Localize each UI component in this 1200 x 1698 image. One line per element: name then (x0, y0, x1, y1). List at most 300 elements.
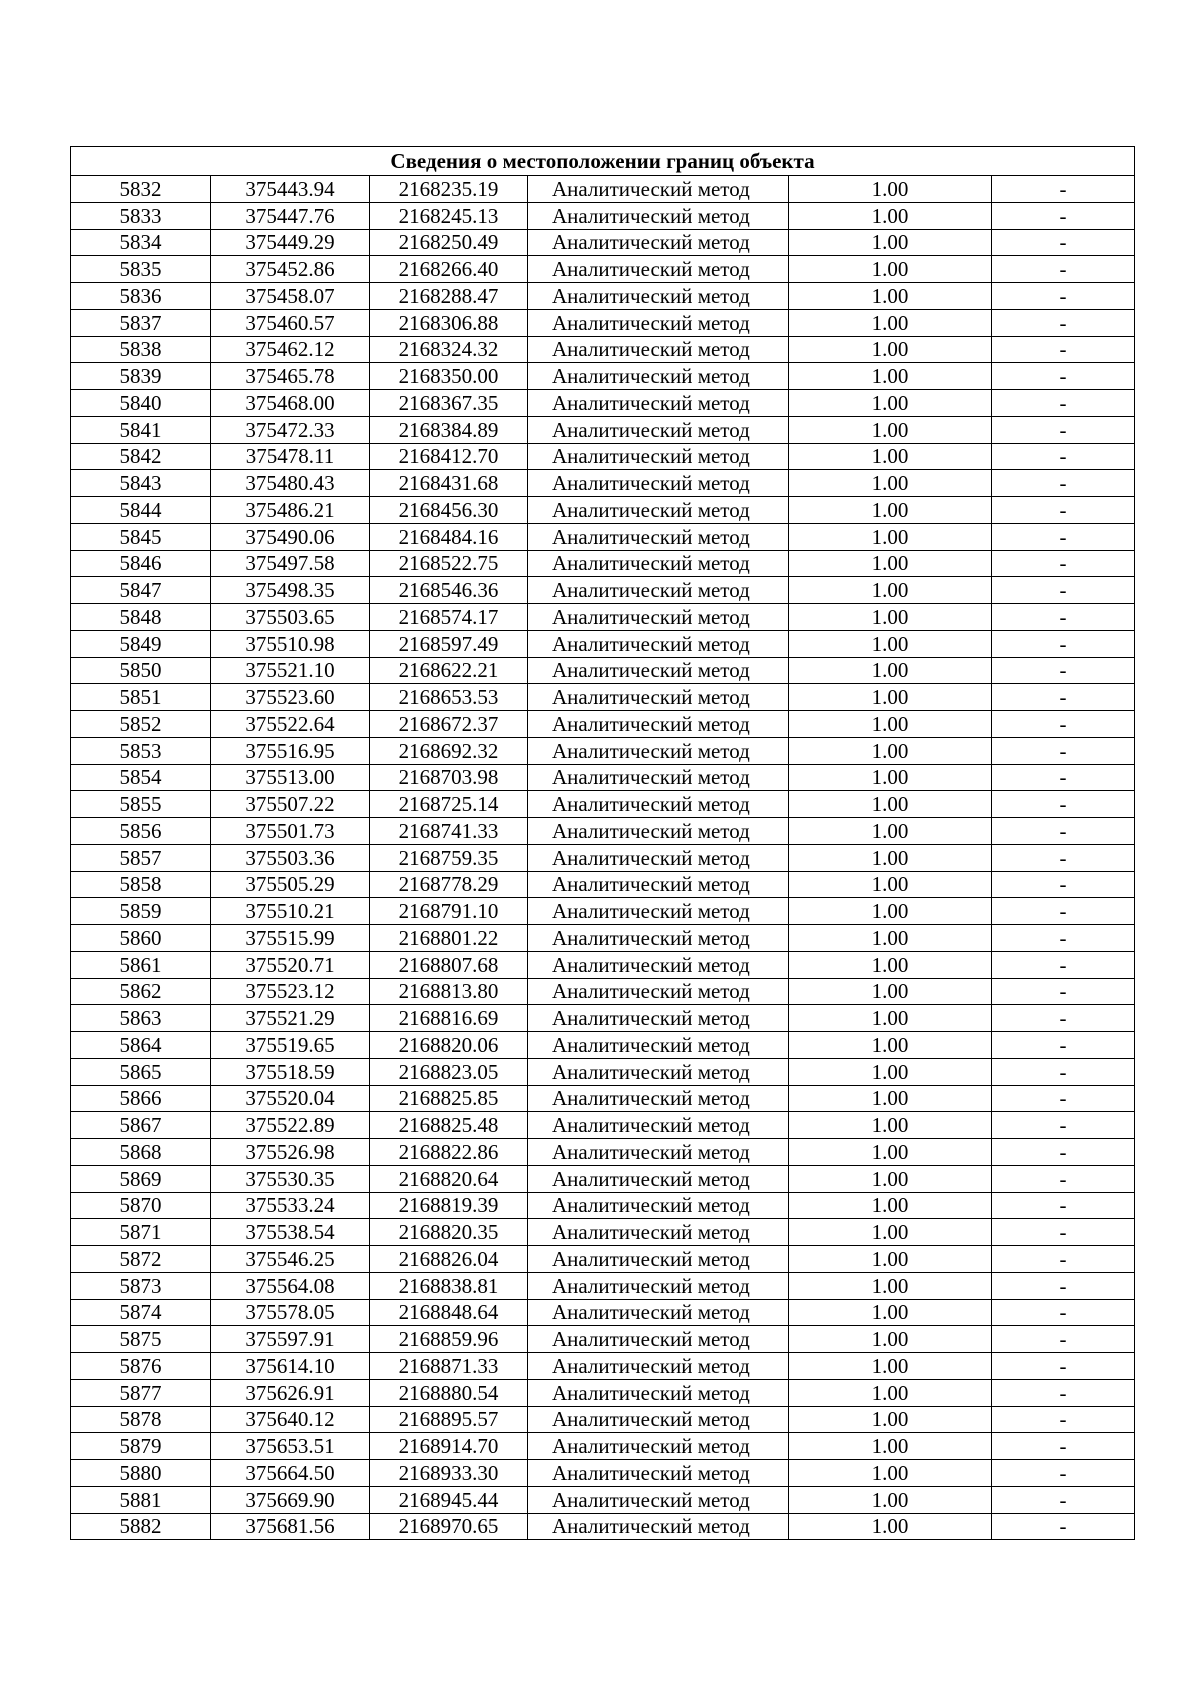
description-cell: - (992, 818, 1135, 845)
method-cell: Аналитический метод (528, 818, 789, 845)
description-cell: - (992, 577, 1135, 604)
x-coordinate-cell: 375458.07 (211, 283, 370, 310)
table-row (71, 443, 1135, 470)
table-row (71, 1460, 1135, 1487)
table-row (71, 951, 1135, 978)
point-number-cell: 5850 (71, 657, 211, 684)
description-cell: - (992, 1272, 1135, 1299)
table-row (71, 898, 1135, 925)
x-coordinate-cell: 375449.29 (211, 229, 370, 256)
description-cell: - (992, 1246, 1135, 1273)
x-coordinate-cell: 375523.12 (211, 978, 370, 1005)
point-number-cell: 5854 (71, 764, 211, 791)
description-cell: - (992, 978, 1135, 1005)
x-coordinate-cell: 375468.00 (211, 390, 370, 417)
table-row (71, 416, 1135, 443)
x-coordinate-cell: 375681.56 (211, 1513, 370, 1540)
point-number-cell: 5853 (71, 737, 211, 764)
y-coordinate-cell: 2168825.85 (370, 1085, 528, 1112)
method-cell: Аналитический метод (528, 283, 789, 310)
y-coordinate-cell: 2168597.49 (370, 630, 528, 657)
y-coordinate-cell: 2168484.16 (370, 523, 528, 550)
accuracy-cell: 1.00 (789, 1165, 992, 1192)
table-row (71, 577, 1135, 604)
point-number-cell: 5876 (71, 1353, 211, 1380)
description-cell: - (992, 1460, 1135, 1487)
y-coordinate-cell: 2168653.53 (370, 684, 528, 711)
accuracy-cell: 1.00 (789, 1005, 992, 1032)
description-cell: - (992, 1058, 1135, 1085)
x-coordinate-cell: 375664.50 (211, 1460, 370, 1487)
y-coordinate-cell: 2168384.89 (370, 416, 528, 443)
y-coordinate-cell: 2168820.64 (370, 1165, 528, 1192)
method-cell: Аналитический метод (528, 1219, 789, 1246)
table-row (71, 1085, 1135, 1112)
description-cell: - (992, 737, 1135, 764)
y-coordinate-cell: 2168367.35 (370, 390, 528, 417)
table-row (71, 497, 1135, 524)
x-coordinate-cell: 375516.95 (211, 737, 370, 764)
table-row (71, 1005, 1135, 1032)
y-coordinate-cell: 2168546.36 (370, 577, 528, 604)
table-row (71, 523, 1135, 550)
description-cell: - (992, 1139, 1135, 1166)
method-cell: Аналитический метод (528, 1112, 789, 1139)
description-cell: - (992, 309, 1135, 336)
x-coordinate-cell: 375480.43 (211, 470, 370, 497)
accuracy-cell: 1.00 (789, 1486, 992, 1513)
point-number-cell: 5866 (71, 1085, 211, 1112)
point-number-cell: 5873 (71, 1272, 211, 1299)
accuracy-cell: 1.00 (789, 523, 992, 550)
accuracy-cell: 1.00 (789, 1513, 992, 1540)
y-coordinate-cell: 2168933.30 (370, 1460, 528, 1487)
accuracy-cell: 1.00 (789, 550, 992, 577)
x-coordinate-cell: 375447.76 (211, 202, 370, 229)
x-coordinate-cell: 375538.54 (211, 1219, 370, 1246)
point-number-cell: 5856 (71, 818, 211, 845)
point-number-cell: 5842 (71, 443, 211, 470)
y-coordinate-cell: 2168574.17 (370, 604, 528, 631)
method-cell: Аналитический метод (528, 309, 789, 336)
table-title-row (71, 147, 1135, 176)
accuracy-cell: 1.00 (789, 604, 992, 631)
x-coordinate-cell: 375497.58 (211, 550, 370, 577)
x-coordinate-cell: 375653.51 (211, 1433, 370, 1460)
accuracy-cell: 1.00 (789, 202, 992, 229)
accuracy-cell: 1.00 (789, 791, 992, 818)
accuracy-cell: 1.00 (789, 1112, 992, 1139)
method-cell: Аналитический метод (528, 1406, 789, 1433)
table-row (71, 711, 1135, 738)
table-row (71, 176, 1135, 203)
y-coordinate-cell: 2168288.47 (370, 283, 528, 310)
x-coordinate-cell: 375564.08 (211, 1272, 370, 1299)
table-row (71, 684, 1135, 711)
point-number-cell: 5875 (71, 1326, 211, 1353)
table-row (71, 871, 1135, 898)
table-row (71, 1192, 1135, 1219)
point-number-cell: 5868 (71, 1139, 211, 1166)
table-row (71, 470, 1135, 497)
method-cell: Аналитический метод (528, 604, 789, 631)
method-cell: Аналитический метод (528, 978, 789, 1005)
accuracy-cell: 1.00 (789, 951, 992, 978)
table-row (71, 336, 1135, 363)
x-coordinate-cell: 375626.91 (211, 1379, 370, 1406)
y-coordinate-cell: 2168823.05 (370, 1058, 528, 1085)
description-cell: - (992, 657, 1135, 684)
table-row (71, 229, 1135, 256)
x-coordinate-cell: 375503.36 (211, 844, 370, 871)
y-coordinate-cell: 2168412.70 (370, 443, 528, 470)
table-row (71, 844, 1135, 871)
accuracy-cell: 1.00 (789, 1219, 992, 1246)
description-cell: - (992, 1326, 1135, 1353)
y-coordinate-cell: 2168859.96 (370, 1326, 528, 1353)
method-cell: Аналитический метод (528, 1460, 789, 1487)
y-coordinate-cell: 2168871.33 (370, 1353, 528, 1380)
point-number-cell: 5834 (71, 229, 211, 256)
point-number-cell: 5878 (71, 1406, 211, 1433)
description-cell: - (992, 550, 1135, 577)
accuracy-cell: 1.00 (789, 229, 992, 256)
accuracy-cell: 1.00 (789, 925, 992, 952)
description-cell: - (992, 229, 1135, 256)
x-coordinate-cell: 375522.89 (211, 1112, 370, 1139)
accuracy-cell: 1.00 (789, 1272, 992, 1299)
accuracy-cell: 1.00 (789, 443, 992, 470)
accuracy-cell: 1.00 (789, 309, 992, 336)
y-coordinate-cell: 2168245.13 (370, 202, 528, 229)
point-number-cell: 5845 (71, 523, 211, 550)
table-row (71, 202, 1135, 229)
y-coordinate-cell: 2168819.39 (370, 1192, 528, 1219)
accuracy-cell: 1.00 (789, 1353, 992, 1380)
accuracy-cell: 1.00 (789, 176, 992, 203)
x-coordinate-cell: 375521.29 (211, 1005, 370, 1032)
x-coordinate-cell: 375501.73 (211, 818, 370, 845)
method-cell: Аналитический метод (528, 443, 789, 470)
method-cell: Аналитический метод (528, 1192, 789, 1219)
y-coordinate-cell: 2168692.32 (370, 737, 528, 764)
y-coordinate-cell: 2168431.68 (370, 470, 528, 497)
description-cell: - (992, 1005, 1135, 1032)
method-cell: Аналитический метод (528, 1353, 789, 1380)
point-number-cell: 5879 (71, 1433, 211, 1460)
accuracy-cell: 1.00 (789, 871, 992, 898)
method-cell: Аналитический метод (528, 1246, 789, 1273)
table-row (71, 978, 1135, 1005)
accuracy-cell: 1.00 (789, 1085, 992, 1112)
point-number-cell: 5858 (71, 871, 211, 898)
point-number-cell: 5861 (71, 951, 211, 978)
method-cell: Аналитический метод (528, 577, 789, 604)
point-number-cell: 5872 (71, 1246, 211, 1273)
description-cell: - (992, 871, 1135, 898)
description-cell: - (992, 363, 1135, 390)
x-coordinate-cell: 375460.57 (211, 309, 370, 336)
accuracy-cell: 1.00 (789, 711, 992, 738)
accuracy-cell: 1.00 (789, 978, 992, 1005)
point-number-cell: 5836 (71, 283, 211, 310)
method-cell: Аналитический метод (528, 764, 789, 791)
method-cell: Аналитический метод (528, 1058, 789, 1085)
table-row (71, 1219, 1135, 1246)
description-cell: - (992, 202, 1135, 229)
point-number-cell: 5846 (71, 550, 211, 577)
accuracy-cell: 1.00 (789, 764, 992, 791)
x-coordinate-cell: 375522.64 (211, 711, 370, 738)
table-row (71, 1272, 1135, 1299)
method-cell: Аналитический метод (528, 951, 789, 978)
y-coordinate-cell: 2168820.35 (370, 1219, 528, 1246)
method-cell: Аналитический метод (528, 898, 789, 925)
description-cell: - (992, 1299, 1135, 1326)
method-cell: Аналитический метод (528, 256, 789, 283)
x-coordinate-cell: 375510.98 (211, 630, 370, 657)
accuracy-cell: 1.00 (789, 1299, 992, 1326)
x-coordinate-cell: 375507.22 (211, 791, 370, 818)
method-cell: Аналитический метод (528, 1085, 789, 1112)
y-coordinate-cell: 2168807.68 (370, 951, 528, 978)
y-coordinate-cell: 2168914.70 (370, 1433, 528, 1460)
description-cell: - (992, 1192, 1135, 1219)
point-number-cell: 5862 (71, 978, 211, 1005)
point-number-cell: 5832 (71, 176, 211, 203)
accuracy-cell: 1.00 (789, 1058, 992, 1085)
table-row (71, 604, 1135, 631)
table-row (71, 283, 1135, 310)
accuracy-cell: 1.00 (789, 256, 992, 283)
description-cell: - (992, 1513, 1135, 1540)
point-number-cell: 5849 (71, 630, 211, 657)
y-coordinate-cell: 2168522.75 (370, 550, 528, 577)
accuracy-cell: 1.00 (789, 898, 992, 925)
table-row (71, 1246, 1135, 1273)
table-row (71, 764, 1135, 791)
point-number-cell: 5881 (71, 1486, 211, 1513)
y-coordinate-cell: 2168324.32 (370, 336, 528, 363)
table-row (71, 1433, 1135, 1460)
table-row (71, 1513, 1135, 1540)
description-cell: - (992, 1165, 1135, 1192)
description-cell: - (992, 1433, 1135, 1460)
x-coordinate-cell: 375513.00 (211, 764, 370, 791)
description-cell: - (992, 711, 1135, 738)
table-row (71, 657, 1135, 684)
table-row (71, 390, 1135, 417)
x-coordinate-cell: 375462.12 (211, 336, 370, 363)
method-cell: Аналитический метод (528, 523, 789, 550)
point-number-cell: 5874 (71, 1299, 211, 1326)
method-cell: Аналитический метод (528, 925, 789, 952)
method-cell: Аналитический метод (528, 1486, 789, 1513)
accuracy-cell: 1.00 (789, 1326, 992, 1353)
accuracy-cell: 1.00 (789, 336, 992, 363)
x-coordinate-cell: 375510.21 (211, 898, 370, 925)
y-coordinate-cell: 2168235.19 (370, 176, 528, 203)
x-coordinate-cell: 375521.10 (211, 657, 370, 684)
y-coordinate-cell: 2168622.21 (370, 657, 528, 684)
method-cell: Аналитический метод (528, 711, 789, 738)
y-coordinate-cell: 2168945.44 (370, 1486, 528, 1513)
x-coordinate-cell: 375505.29 (211, 871, 370, 898)
method-cell: Аналитический метод (528, 1005, 789, 1032)
table-row (71, 363, 1135, 390)
point-number-cell: 5851 (71, 684, 211, 711)
method-cell: Аналитический метод (528, 1299, 789, 1326)
description-cell: - (992, 791, 1135, 818)
y-coordinate-cell: 2168813.80 (370, 978, 528, 1005)
accuracy-cell: 1.00 (789, 416, 992, 443)
description-cell: - (992, 1219, 1135, 1246)
y-coordinate-cell: 2168880.54 (370, 1379, 528, 1406)
accuracy-cell: 1.00 (789, 283, 992, 310)
point-number-cell: 5833 (71, 202, 211, 229)
y-coordinate-cell: 2168822.86 (370, 1139, 528, 1166)
accuracy-cell: 1.00 (789, 470, 992, 497)
description-cell: - (992, 497, 1135, 524)
point-number-cell: 5835 (71, 256, 211, 283)
point-number-cell: 5839 (71, 363, 211, 390)
point-number-cell: 5877 (71, 1379, 211, 1406)
x-coordinate-cell: 375503.65 (211, 604, 370, 631)
x-coordinate-cell: 375640.12 (211, 1406, 370, 1433)
x-coordinate-cell: 375498.35 (211, 577, 370, 604)
accuracy-cell: 1.00 (789, 1406, 992, 1433)
x-coordinate-cell: 375520.04 (211, 1085, 370, 1112)
method-cell: Аналитический метод (528, 390, 789, 417)
description-cell: - (992, 416, 1135, 443)
point-number-cell: 5855 (71, 791, 211, 818)
description-cell: - (992, 764, 1135, 791)
y-coordinate-cell: 2168791.10 (370, 898, 528, 925)
accuracy-cell: 1.00 (789, 497, 992, 524)
table-row (71, 925, 1135, 952)
y-coordinate-cell: 2168826.04 (370, 1246, 528, 1273)
method-cell: Аналитический метод (528, 229, 789, 256)
x-coordinate-cell: 375614.10 (211, 1353, 370, 1380)
description-cell: - (992, 1486, 1135, 1513)
y-coordinate-cell: 2168306.88 (370, 309, 528, 336)
description-cell: - (992, 390, 1135, 417)
table-body (71, 147, 1135, 1540)
accuracy-cell: 1.00 (789, 1192, 992, 1219)
method-cell: Аналитический метод (528, 176, 789, 203)
x-coordinate-cell: 375465.78 (211, 363, 370, 390)
table-title: Сведения о местоположении границ объекта (71, 147, 1135, 176)
x-coordinate-cell: 375546.25 (211, 1246, 370, 1273)
point-number-cell: 5837 (71, 309, 211, 336)
boundary-coordinates-table (70, 146, 1135, 1540)
method-cell: Аналитический метод (528, 630, 789, 657)
y-coordinate-cell: 2168820.06 (370, 1032, 528, 1059)
method-cell: Аналитический метод (528, 1513, 789, 1540)
method-cell: Аналитический метод (528, 202, 789, 229)
method-cell: Аналитический метод (528, 1379, 789, 1406)
x-coordinate-cell: 375443.94 (211, 176, 370, 203)
method-cell: Аналитический метод (528, 1139, 789, 1166)
point-number-cell: 5869 (71, 1165, 211, 1192)
x-coordinate-cell: 375472.33 (211, 416, 370, 443)
accuracy-cell: 1.00 (789, 390, 992, 417)
y-coordinate-cell: 2168759.35 (370, 844, 528, 871)
accuracy-cell: 1.00 (789, 1433, 992, 1460)
y-coordinate-cell: 2168838.81 (370, 1272, 528, 1299)
method-cell: Аналитический метод (528, 550, 789, 577)
accuracy-cell: 1.00 (789, 818, 992, 845)
x-coordinate-cell: 375533.24 (211, 1192, 370, 1219)
description-cell: - (992, 336, 1135, 363)
accuracy-cell: 1.00 (789, 577, 992, 604)
table-row (71, 1486, 1135, 1513)
y-coordinate-cell: 2168801.22 (370, 925, 528, 952)
accuracy-cell: 1.00 (789, 1032, 992, 1059)
description-cell: - (992, 1406, 1135, 1433)
table-row (71, 1379, 1135, 1406)
x-coordinate-cell: 375490.06 (211, 523, 370, 550)
method-cell: Аналитический метод (528, 470, 789, 497)
method-cell: Аналитический метод (528, 363, 789, 390)
table-row (71, 550, 1135, 577)
method-cell: Аналитический метод (528, 844, 789, 871)
y-coordinate-cell: 2168456.30 (370, 497, 528, 524)
y-coordinate-cell: 2168250.49 (370, 229, 528, 256)
method-cell: Аналитический метод (528, 684, 789, 711)
point-number-cell: 5847 (71, 577, 211, 604)
point-number-cell: 5864 (71, 1032, 211, 1059)
point-number-cell: 5840 (71, 390, 211, 417)
description-cell: - (992, 1112, 1135, 1139)
x-coordinate-cell: 375486.21 (211, 497, 370, 524)
y-coordinate-cell: 2168848.64 (370, 1299, 528, 1326)
y-coordinate-cell: 2168778.29 (370, 871, 528, 898)
x-coordinate-cell: 375520.71 (211, 951, 370, 978)
accuracy-cell: 1.00 (789, 1139, 992, 1166)
y-coordinate-cell: 2168895.57 (370, 1406, 528, 1433)
table-row (71, 737, 1135, 764)
y-coordinate-cell: 2168970.65 (370, 1513, 528, 1540)
point-number-cell: 5843 (71, 470, 211, 497)
method-cell: Аналитический метод (528, 1165, 789, 1192)
x-coordinate-cell: 375518.59 (211, 1058, 370, 1085)
point-number-cell: 5870 (71, 1192, 211, 1219)
x-coordinate-cell: 375478.11 (211, 443, 370, 470)
point-number-cell: 5848 (71, 604, 211, 631)
table-row (71, 1406, 1135, 1433)
table-row (71, 309, 1135, 336)
y-coordinate-cell: 2168350.00 (370, 363, 528, 390)
table-row (71, 1299, 1135, 1326)
accuracy-cell: 1.00 (789, 684, 992, 711)
description-cell: - (992, 951, 1135, 978)
description-cell: - (992, 1085, 1135, 1112)
point-number-cell: 5852 (71, 711, 211, 738)
table-row (71, 818, 1135, 845)
point-number-cell: 5865 (71, 1058, 211, 1085)
y-coordinate-cell: 2168741.33 (370, 818, 528, 845)
table-row (71, 1326, 1135, 1353)
description-cell: - (992, 630, 1135, 657)
table-row (71, 630, 1135, 657)
y-coordinate-cell: 2168825.48 (370, 1112, 528, 1139)
point-number-cell: 5857 (71, 844, 211, 871)
description-cell: - (992, 898, 1135, 925)
x-coordinate-cell: 375597.91 (211, 1326, 370, 1353)
table-row (71, 791, 1135, 818)
description-cell: - (992, 925, 1135, 952)
